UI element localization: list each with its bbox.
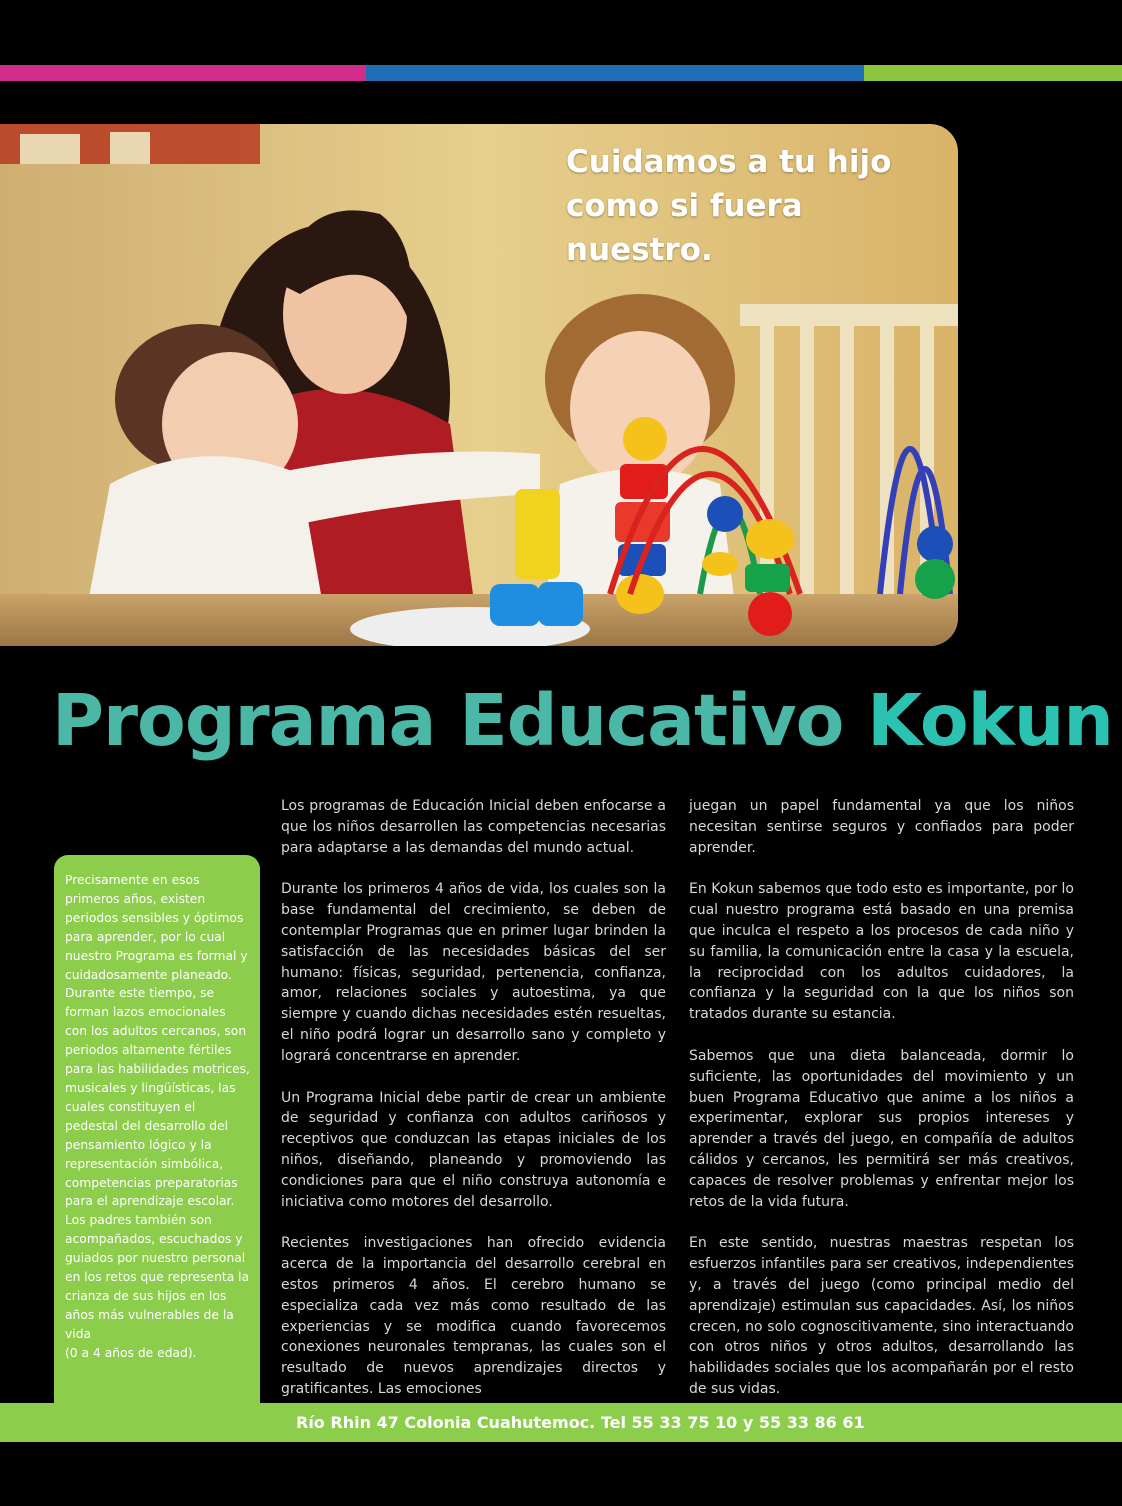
- column-2-paragraph: En Kokun sabemos que todo esto es importante, por lo cual nuestro programa está basado en una premisa que inculca el respeto a los procesos de cada niño y su familia, la comunicación entre la casa y la escuela, la reciprocidad con los adultos cuidadores, la confianza y la seguridad con la que los niños son tratados durante su estancia.: [689, 881, 1074, 1023]
- title-part-1: Programa Educativo: [52, 679, 844, 762]
- column-1-paragraph: Los programas de Educación Inicial deben enfocarse a que los niños desarrollen las competencias necesarias para adaptarse a las demandas del mundo actual.: [281, 798, 666, 856]
- column-2-paragraph: Sabemos que una dieta balanceada, dormir lo suficiente, las oportunidades del movimiento y un buen Programa Educativo que anime a los niños a experimentar, explorar sus propios intereses y aprender a través del juego, en compañía de adultos cálidos y cercanos, les permitirá ser más creativos, capaces de resolver problemas y enfrentar mejor los retos de la vida futura.: [689, 1047, 1074, 1210]
- tagline-line-1: Cuidamos a tu hijo: [566, 144, 892, 180]
- column-1-paragraph: Recientes investigaciones han ofrecido evidencia acerca de la importancia del desarrollo cerebral en estos primeros 4 años. El cerebro humano se especializa cada vez más como resultado de las experiencias y se modifica cuando favorecemos conexiones neuronales tempranas, las cuales son el resultado de nuevos aprendizajes directos y gratificantes. Las emociones: [281, 1235, 666, 1397]
- stripe-blue: [366, 65, 864, 81]
- page-title: [52, 666, 1113, 784]
- footer-contact-bar: [0, 1403, 1122, 1442]
- callout-text: Precisamente en esos primeros años, existen periodos sensibles y óptimos para aprender, por lo cual nuestro Programa es formal y cuidadosamente planeado. Durante este tiempo, se forman lazos emocionales con los adultos cercanos, son periodos altamente fértiles para las habilidades motrices, musicales y lingüísticas, las cuales constituyen el pedestal del desarrollo del pensamiento lógico y la representación simbólica, competencias preparatorias para el aprendizaje escolar.: [65, 873, 250, 1209]
- tagline-line-2: como si fuera nuestro.: [566, 188, 803, 268]
- footer-address: Río Rhin 47 Colonia Cuahutemoc. Tel 55 33 75 10 y 55 33 86 61: [296, 1413, 865, 1432]
- column-1: [281, 796, 666, 1421]
- column-2-paragraph: En este sentido, nuestras maestras respetan los esfuerzos infantiles para ser creativos, independientes y, a través del juego (como principal medio del aprendizaje) estimulan sus capacidades. Así, los niños crecen, no solo cognoscitivamente, sino interactuando con otros niños y otros adultos, desarrollando las habilidades sociales que los acompañarán por el resto de sus vidas.: [689, 1235, 1074, 1397]
- column-2: [689, 796, 1074, 1421]
- hero-tagline: [566, 140, 946, 272]
- color-stripe: [0, 65, 1122, 81]
- column-1-paragraph: Un Programa Inicial debe partir de crear un ambiente de seguridad y confianza con adultos cariñosos y receptivos que conduzcan las etapas iniciales de los niños, diseñando, planeando y promoviendo las condiciones para que el niño construya autonomía e iniciativa como motores del desarrollo.: [281, 1089, 666, 1210]
- stripe-green: [864, 65, 1122, 81]
- column-1-paragraph: Durante los primeros 4 años de vida, los cuales son la base fundamental del crecimiento, se deben de contemplar Programas que en primer lugar brinden la satisfacción de las necesidades básicas del ser humano: físicas, seguridad, pertenencia, confianza, amor, relaciones sociales y autoestima, ya que siempre y cuando dichas necesidades estén resueltas, el niño podrá lograr un desarrollo sano y completo y logrará concentrarse en aprender.: [281, 881, 666, 1064]
- callout-text-2: Los padres también son acompañados, escuchados y guiados por nuestro personal en los retos que representa la crianza de sus hijos en los años más vulnerables de la vida: [65, 1213, 250, 1341]
- column-2-paragraph: juegan un papel fundamental ya que los niños necesitan sentirse seguros y confiados para poder aprender.: [689, 798, 1074, 856]
- title-part-2: Kokun: [867, 679, 1113, 762]
- callout-text-3: (0 a 4 años de edad).: [65, 1345, 197, 1360]
- stripe-pink: [0, 65, 366, 81]
- sidebar-callout: [54, 855, 260, 1409]
